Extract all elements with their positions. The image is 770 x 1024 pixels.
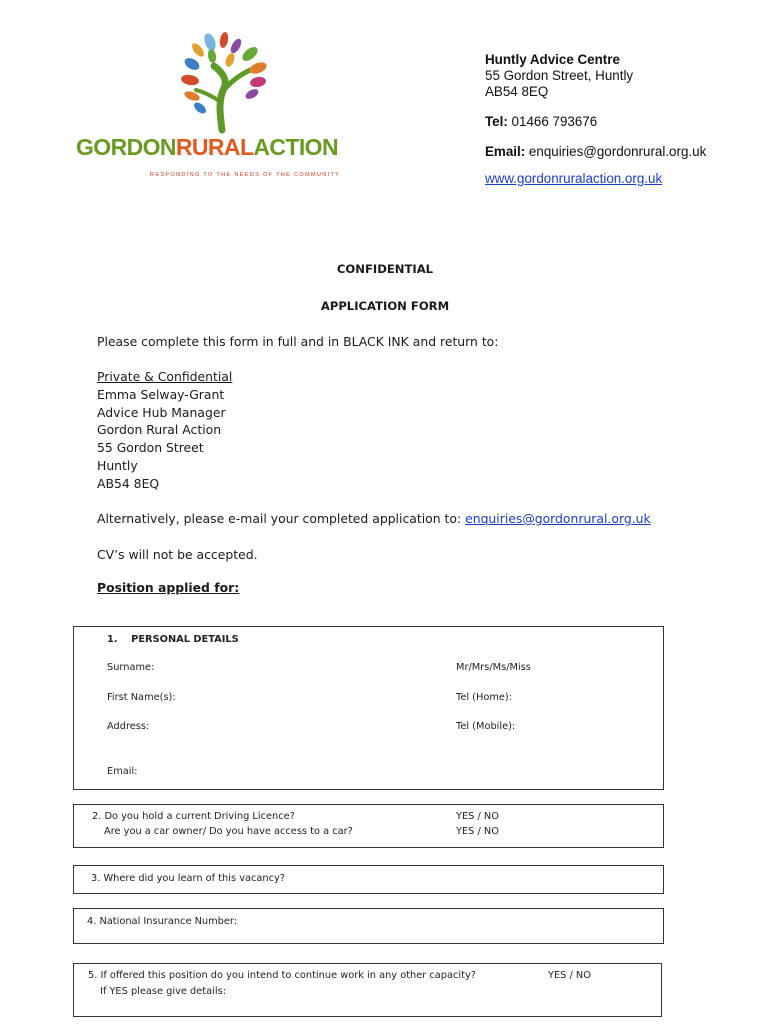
car-access-question: Are you a car owner/ Do you have access to a car? xyxy=(104,826,353,837)
confidential-heading: CONFIDENTIAL xyxy=(336,262,434,276)
ni-number-section xyxy=(73,908,664,944)
gordon-rural-action-logo xyxy=(72,30,372,190)
enquiries-email-link[interactable]: enquiries@gordonrural.org.uk xyxy=(465,511,651,526)
driving-section xyxy=(73,804,664,848)
vacancy-source-section xyxy=(73,865,664,894)
form-title: APPLICATION FORM xyxy=(320,299,450,313)
first-names-label: First Name(s): xyxy=(107,692,176,703)
title-options: Mr/Mrs/Ms/Miss xyxy=(456,662,531,673)
alternative-email-line: Alternatively, please e-mail your completed application to: enquiries@gordonrural.org.uk xyxy=(97,511,651,526)
car-access-answer: YES / NO xyxy=(456,826,499,837)
other-work-details-label: If YES please give details: xyxy=(100,986,226,997)
tree-icon xyxy=(72,30,372,135)
address-label: Address: xyxy=(107,721,150,732)
other-work-answer: YES / NO xyxy=(548,970,591,981)
surname-label: Surname: xyxy=(107,662,155,673)
centre-street: 55 Gordon Street, Huntly xyxy=(485,68,634,83)
tel-home-label: Tel (Home): xyxy=(456,692,513,703)
position-applied-label: Position applied for: xyxy=(97,580,240,595)
tel-mobile-label: Tel (Mobile): xyxy=(456,721,516,732)
vacancy-source-question: 3. Where did you learn of this vacancy? xyxy=(91,873,285,884)
centre-name: Huntly Advice Centre xyxy=(485,52,620,67)
return-address: Private & Confidential Emma Selway-Grant Advice Hub Manager Gordon Rural Action 55 Gordon Street Huntly AB54 8EQ xyxy=(97,369,233,491)
driving-licence-question: 2. Do you hold a current Driving Licence? xyxy=(92,811,295,822)
other-work-section xyxy=(73,963,662,1017)
cv-note: CV’s will not be accepted. xyxy=(97,547,258,562)
other-work-question: 5. If offered this position do you intend to continue work in any other capacity? xyxy=(88,970,476,981)
ni-number-label: 4. National Insurance Number: xyxy=(87,916,238,927)
personal-details-title: 1. PERSONAL DETAILS xyxy=(107,634,239,645)
email-line: Email: enquiries@gordonrural.org.uk xyxy=(485,144,707,159)
instructions-text: Please complete this form in full and in BLACK INK and return to: xyxy=(97,334,499,349)
logo-wordmark: GORDONRURALACTION xyxy=(76,134,338,160)
tel-line: Tel: 01466 793676 xyxy=(485,114,598,129)
contact-block xyxy=(485,52,706,187)
website-link[interactable]: www.gordonruralaction.org.uk xyxy=(485,171,663,186)
personal-details-section xyxy=(73,626,664,790)
driving-licence-answer: YES / NO xyxy=(456,811,499,822)
centre-postcode: AB54 8EQ xyxy=(485,84,549,99)
logo-tagline: RESPONDING TO THE NEEDS OF THE COMMUNITY xyxy=(150,172,341,178)
email-label: Email: xyxy=(107,766,138,777)
